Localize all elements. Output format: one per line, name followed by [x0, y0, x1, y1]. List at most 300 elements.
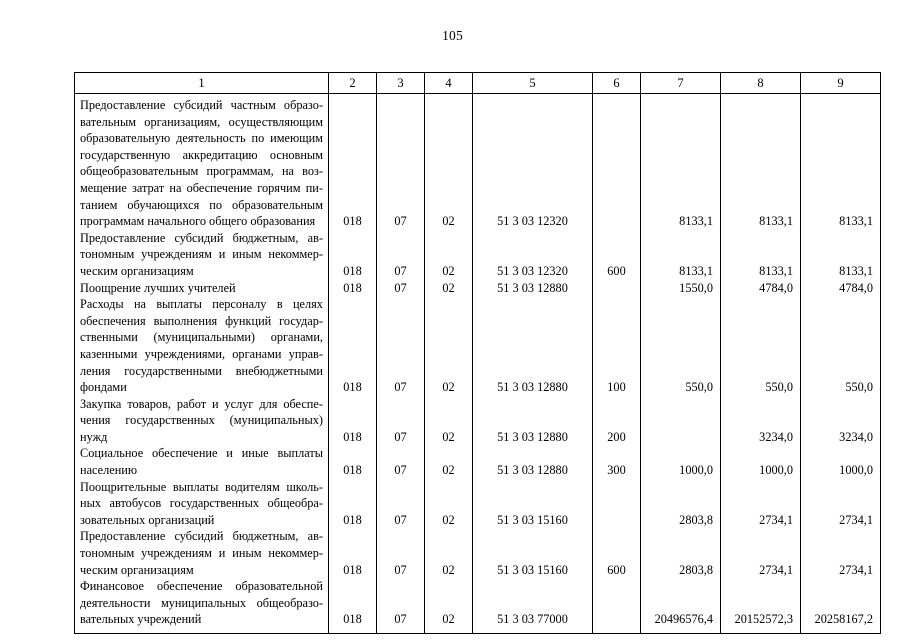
table-cell-value: 51 3 03 15160 [497, 512, 568, 527]
table-cell-spacer [478, 230, 587, 247]
table-cell-spacer [806, 180, 873, 197]
table-cell-spacer [726, 130, 793, 147]
table-header-row [75, 73, 881, 94]
table-body [75, 94, 881, 634]
table-cell-spacer [646, 396, 713, 413]
table-cell-spacer [598, 130, 635, 147]
table-cell-spacer [478, 595, 587, 612]
table-cell-spacer [478, 479, 587, 496]
table-cell-spacer [382, 163, 419, 180]
table-cell-spacer [430, 595, 467, 612]
table-cell-spacer [334, 495, 371, 512]
table-cell-spacer [382, 346, 419, 363]
table-cell-value: 018 [343, 429, 362, 444]
table-cell-value: 550,0 [845, 380, 873, 395]
table-cell-spacer [598, 246, 635, 263]
table-cell-spacer [334, 479, 371, 496]
table-cell-text-line: Финансовое обеспечение образовательной [80, 579, 323, 594]
table-cell-text-line: нужд [80, 429, 108, 444]
table-cell-spacer [334, 230, 371, 247]
table-cell-value: 018 [343, 463, 362, 478]
table-cell-spacer [726, 479, 793, 496]
table-cell-text-line: программам начального общего образования [80, 214, 316, 229]
table-cell-spacer [726, 495, 793, 512]
table-cell-text-line: деятельности муниципальных общеобразо- [80, 595, 323, 610]
table-cell-value: 4784,0 [839, 280, 873, 295]
table-cell-spacer [430, 445, 467, 462]
table-cell-text-line: ческим организациям [80, 562, 194, 577]
table-cell-spacer [598, 296, 635, 313]
table-cell-spacer [598, 445, 635, 462]
table-cell-spacer [478, 130, 587, 147]
table-cell-spacer [334, 246, 371, 263]
table-cell-spacer [726, 595, 793, 612]
column-header-2: 2 [329, 73, 377, 94]
table-cell-value: 51 3 03 15160 [497, 562, 568, 577]
table-cell-spacer [646, 329, 713, 346]
table-cell-spacer [646, 296, 713, 313]
table-cell-spacer [598, 479, 635, 496]
table-cell-spacer [598, 528, 635, 545]
table-cell-spacer [646, 246, 713, 263]
table-cell-spacer [334, 396, 371, 413]
table-cell-text-line: ческим организациям [80, 263, 194, 278]
table-cell-value: 3234,0 [839, 429, 873, 444]
table-cell-spacer [478, 147, 587, 164]
table-cell-spacer [806, 528, 873, 545]
table-cell-text-line: мещение затрат на обеспечение горячим пи- [80, 180, 323, 195]
table-cell-text-line: Предоставление субсидий частным образо- [80, 98, 323, 112]
column-header-7: 7 [641, 73, 721, 94]
table-cell-spacer [646, 479, 713, 496]
table-cell-value: 2803,8 [679, 562, 713, 577]
table-cell-spacer [430, 578, 467, 595]
table-cell-spacer [334, 545, 371, 562]
table-cell-value: 8133,1 [839, 214, 873, 229]
budget-table [74, 72, 881, 634]
table-cell-spacer [430, 495, 467, 512]
table-cell-spacer [382, 246, 419, 263]
table-cell-spacer [334, 595, 371, 612]
table-cell-spacer [806, 445, 873, 462]
table-cell-value [598, 611, 635, 628]
table-cell-value [646, 429, 713, 446]
table-cell-value: 600 [607, 263, 626, 278]
table-cell-spacer [382, 180, 419, 197]
table-cell-text-line: фондами [80, 380, 127, 395]
table-cell-text-line: тономным учреждениям и иным некоммер- [80, 546, 323, 561]
table-cell-spacer [598, 346, 635, 363]
table-cell-spacer [726, 230, 793, 247]
table-cell-spacer [726, 528, 793, 545]
table-cell-value: 51 3 03 12880 [497, 380, 568, 395]
table-cell-spacer [382, 230, 419, 247]
table-cell-spacer [806, 97, 873, 114]
table-cell-spacer [726, 445, 793, 462]
table-cell-spacer [806, 412, 873, 429]
table-cell-spacer [598, 495, 635, 512]
table-cell-text-line: образовательную деятельность по имеющим [80, 131, 323, 146]
table-cell-spacer [646, 545, 713, 562]
table-cell-spacer [806, 230, 873, 247]
table-cell-text-line: Расходы на выплаты персоналу в целях [80, 297, 323, 312]
table-cell-spacer [598, 97, 635, 114]
table-cell-spacer [726, 246, 793, 263]
table-cell-spacer [430, 412, 467, 429]
table-cell-spacer [598, 230, 635, 247]
table-cell-value: 8133,1 [839, 263, 873, 278]
table-cell-spacer [430, 130, 467, 147]
table-cell-spacer [478, 495, 587, 512]
table-cell-value: 51 3 03 12880 [497, 280, 568, 295]
table-cell-text-line: чения государственных (муниципальных) [80, 413, 323, 428]
table-cell-value: 07 [394, 562, 407, 577]
table-cell-spacer [478, 528, 587, 545]
table-cell-spacer [598, 412, 635, 429]
table-cell-text-line: Закупка товаров, работ и услуг для обеспе- [80, 396, 323, 411]
table-cell-spacer [726, 346, 793, 363]
table-cell-spacer [726, 296, 793, 313]
table-cell-value [598, 512, 635, 529]
table-cell-spacer [478, 578, 587, 595]
column-header-3: 3 [377, 73, 425, 94]
table-cell-spacer [382, 363, 419, 380]
table-cell-value [598, 213, 635, 230]
table-cell-value: 2734,1 [839, 562, 873, 577]
table-cell-value: 200 [607, 429, 626, 444]
table-cell-spacer [382, 114, 419, 131]
table-cell-text-line: зовательных организаций [80, 512, 215, 527]
table-cell-spacer [382, 296, 419, 313]
table-cell-value: 300 [607, 463, 626, 478]
table-cell-text-line: Поощрительные выплаты водителям школь- [80, 479, 323, 494]
table-cell-spacer [646, 412, 713, 429]
table-cell-spacer [806, 130, 873, 147]
table-cell-spacer [726, 545, 793, 562]
table-cell-spacer [646, 230, 713, 247]
table-cell-value: 8133,1 [679, 263, 713, 278]
table-cell-value: 02 [442, 214, 455, 229]
table-cell-spacer [726, 163, 793, 180]
column-header-8: 8 [721, 73, 801, 94]
table-cell-spacer [430, 197, 467, 214]
table-cell-spacer [478, 313, 587, 330]
table-cell-value: 100 [607, 380, 626, 395]
table-cell-spacer [646, 147, 713, 164]
table-cell-spacer [430, 180, 467, 197]
table-cell-text-line: обеспечения выполнения функций государ- [80, 313, 323, 328]
table-cell-value: 07 [394, 512, 407, 527]
table-cell-value: 4784,0 [759, 280, 793, 295]
table-cell-spacer [646, 363, 713, 380]
table-cell-text-line: Социальное обеспечение и иные выплаты [80, 446, 323, 461]
table-cell-value: 07 [394, 380, 407, 395]
table-cell-value: 1000,0 [759, 463, 793, 478]
column-header-9: 9 [801, 73, 881, 94]
table-cell-text-line: казенными учреждениями, органами управ- [80, 346, 323, 361]
table-cell-value: 2734,1 [839, 512, 873, 527]
column-header-5: 5 [473, 73, 593, 94]
table-cell-spacer [334, 528, 371, 545]
table-cell-spacer [382, 97, 419, 114]
table-cell-spacer [646, 595, 713, 612]
table-cell-spacer [726, 197, 793, 214]
table-cell-spacer [430, 346, 467, 363]
table-cell-spacer [478, 197, 587, 214]
table-cell-spacer [478, 97, 587, 114]
table-cell-spacer [726, 114, 793, 131]
table-cell-value: 20496576,4 [654, 612, 713, 627]
table-cell-value: 02 [442, 280, 455, 295]
table-cell-spacer [430, 479, 467, 496]
table-cell-spacer [646, 114, 713, 131]
table-cell-spacer [646, 97, 713, 114]
table-cell-spacer [806, 396, 873, 413]
table-cell-spacer [478, 163, 587, 180]
table-cell-value: 07 [394, 280, 407, 295]
table-cell-spacer [598, 180, 635, 197]
table-cell-value: 02 [442, 562, 455, 577]
table-cell-value: 018 [343, 280, 362, 295]
table-cell-spacer [382, 412, 419, 429]
table-cell-spacer [334, 163, 371, 180]
table-cell-spacer [646, 197, 713, 214]
table-cell-spacer [430, 528, 467, 545]
table-cell-value: 07 [394, 214, 407, 229]
table-cell-spacer [598, 197, 635, 214]
table-cell-text-line: ления государственными внебюджетными [80, 363, 323, 378]
table-cell-spacer [430, 545, 467, 562]
table-cell-spacer [806, 147, 873, 164]
table-cell-spacer [646, 578, 713, 595]
table-cell-spacer [430, 246, 467, 263]
table-cell-spacer [598, 545, 635, 562]
table-cell-spacer [598, 114, 635, 131]
table-cell-value: 8133,1 [759, 263, 793, 278]
table-cell-spacer [430, 329, 467, 346]
table-cell-spacer [726, 578, 793, 595]
table-cell-text-line: тономным учреждениям и иным некоммер- [80, 247, 323, 262]
table-row [75, 94, 881, 634]
table-cell-value [598, 280, 635, 297]
table-cell-spacer [334, 147, 371, 164]
table-cell-spacer [726, 313, 793, 330]
table-cell-spacer [726, 363, 793, 380]
table-cell-value: 51 3 03 12880 [497, 463, 568, 478]
table-cell-spacer [646, 180, 713, 197]
table-cell-spacer [430, 114, 467, 131]
table-cell-spacer [382, 445, 419, 462]
table-cell-value: 20152572,3 [734, 612, 793, 627]
table-cell-spacer [806, 114, 873, 131]
table-cell-value: 550,0 [765, 380, 793, 395]
table-cell-value: 02 [442, 612, 455, 627]
table-cell-text-line: населению [80, 463, 138, 478]
table-cell-value: 51 3 03 12320 [497, 214, 568, 229]
table-cell-spacer [382, 396, 419, 413]
table-cell-spacer [478, 329, 587, 346]
page-number: 105 [442, 28, 463, 43]
table-cell-spacer [598, 313, 635, 330]
table-cell-value: 20258167,2 [814, 612, 873, 627]
table-cell-spacer [726, 180, 793, 197]
table-cell-spacer [430, 313, 467, 330]
table-cell-spacer [806, 329, 873, 346]
table-cell-spacer [806, 296, 873, 313]
table-cell-value: 2734,1 [759, 512, 793, 527]
table-cell-spacer [806, 595, 873, 612]
table-cell-spacer [478, 246, 587, 263]
table-cell-value: 018 [343, 562, 362, 577]
table-cell-value: 1550,0 [679, 280, 713, 295]
table-cell-spacer [478, 445, 587, 462]
table-cell-spacer [430, 230, 467, 247]
table-cell-spacer [598, 163, 635, 180]
table-cell-spacer [726, 147, 793, 164]
table-cell-spacer [430, 163, 467, 180]
table-cell-spacer [806, 545, 873, 562]
table-cell-spacer [382, 130, 419, 147]
table-cell-value: 02 [442, 380, 455, 395]
budget-table-container [74, 72, 873, 634]
table-cell-value: 02 [442, 263, 455, 278]
table-cell-value: 018 [343, 214, 362, 229]
table-cell-text-line: танием обучающихся по образовательным [80, 197, 323, 212]
column-header-6: 6 [593, 73, 641, 94]
table-cell-value: 51 3 03 12320 [497, 263, 568, 278]
table-cell-text-line: Предоставление субсидий бюджетным, ав- [80, 529, 323, 544]
table-cell-value: 8133,1 [759, 214, 793, 229]
table-cell-spacer [806, 313, 873, 330]
table-cell-spacer [806, 479, 873, 496]
table-cell-spacer [334, 197, 371, 214]
table-cell-spacer [478, 363, 587, 380]
table-cell-spacer [334, 180, 371, 197]
table-cell-spacer [646, 163, 713, 180]
table-cell-spacer [646, 445, 713, 462]
table-cell-spacer [334, 363, 371, 380]
table-cell-spacer [478, 412, 587, 429]
table-cell-value: 51 3 03 77000 [497, 612, 568, 627]
table-cell-spacer [382, 528, 419, 545]
table-cell-spacer [478, 296, 587, 313]
table-cell-spacer [334, 329, 371, 346]
table-cell-text-line: государственную аккредитацию основным [80, 147, 323, 162]
table-cell-spacer [598, 363, 635, 380]
table-cell-spacer [598, 396, 635, 413]
table-cell-value: 2803,8 [679, 512, 713, 527]
table-cell-spacer [646, 495, 713, 512]
table-cell-spacer [334, 412, 371, 429]
table-cell-spacer [806, 495, 873, 512]
table-cell-spacer [478, 346, 587, 363]
table-cell-value: 018 [343, 380, 362, 395]
table-cell-spacer [382, 545, 419, 562]
table-cell-spacer [646, 528, 713, 545]
table-cell-text-line: Предоставление субсидий бюджетным, ав- [80, 230, 323, 245]
table-cell-spacer [334, 346, 371, 363]
table-cell-spacer [726, 396, 793, 413]
table-cell-spacer [806, 346, 873, 363]
table-cell-text-line: ных автобусов государственных общеобра- [80, 496, 323, 511]
table-cell-value: 600 [607, 562, 626, 577]
table-cell-spacer [478, 545, 587, 562]
column-header-4: 4 [425, 73, 473, 94]
table-cell-value: 3234,0 [759, 429, 793, 444]
table-cell-spacer [478, 396, 587, 413]
table-cell-value: 07 [394, 612, 407, 627]
table-cell-text-line: вательным организациям, осуществляющим [80, 114, 323, 129]
table-cell-value: 02 [442, 429, 455, 444]
table-cell-spacer [382, 197, 419, 214]
table-cell-spacer [806, 246, 873, 263]
table-cell-spacer [382, 147, 419, 164]
table-cell-spacer [726, 329, 793, 346]
table-cell-spacer [430, 296, 467, 313]
table-cell-spacer [334, 445, 371, 462]
table-cell-text-line: Поощрение лучших учителей [80, 280, 236, 295]
table-cell-spacer [382, 578, 419, 595]
table-cell-spacer [646, 346, 713, 363]
table-cell-spacer [598, 578, 635, 595]
table-cell-spacer [382, 329, 419, 346]
table-cell-spacer [478, 114, 587, 131]
table-cell-spacer [382, 595, 419, 612]
table-cell-spacer [430, 97, 467, 114]
table-cell-text-line: общеобразовательным программам, на воз- [80, 164, 323, 179]
column-header-1: 1 [75, 73, 329, 94]
table-cell-spacer [598, 595, 635, 612]
table-cell-value: 07 [394, 429, 407, 444]
table-cell-value: 8133,1 [679, 214, 713, 229]
table-cell-value: 550,0 [685, 380, 713, 395]
table-cell-spacer [382, 479, 419, 496]
table-cell-spacer [334, 313, 371, 330]
table-cell-spacer [430, 363, 467, 380]
table-cell-value: 018 [343, 512, 362, 527]
table-cell-spacer [334, 130, 371, 147]
table-cell-value: 2734,1 [759, 562, 793, 577]
table-cell-text-line: ственными (муниципальными) органами, [80, 330, 323, 345]
table-cell-spacer [726, 412, 793, 429]
table-cell-spacer [598, 329, 635, 346]
table-cell-spacer [430, 147, 467, 164]
table-cell-spacer [478, 180, 587, 197]
table-cell-value: 07 [394, 463, 407, 478]
table-cell-spacer [334, 114, 371, 131]
table-cell-text-line: вательных учреждений [80, 612, 202, 627]
table-cell-spacer [806, 363, 873, 380]
table-cell-value: 1000,0 [839, 463, 873, 478]
table-cell-value: 02 [442, 463, 455, 478]
table-cell-spacer [334, 578, 371, 595]
table-cell-spacer [806, 578, 873, 595]
table-cell-value: 07 [394, 263, 407, 278]
table-cell-value: 018 [343, 263, 362, 278]
table-cell-spacer [598, 147, 635, 164]
table-cell-spacer [806, 197, 873, 214]
table-cell-spacer [334, 97, 371, 114]
table-cell-value: 018 [343, 612, 362, 627]
table-cell-spacer [382, 495, 419, 512]
table-cell-value: 51 3 03 12880 [497, 429, 568, 444]
table-cell-spacer [646, 313, 713, 330]
table-cell-value: 02 [442, 512, 455, 527]
table-cell-value: 1000,0 [679, 463, 713, 478]
table-cell-spacer [334, 296, 371, 313]
table-cell-spacer [806, 163, 873, 180]
table-cell-spacer [430, 396, 467, 413]
